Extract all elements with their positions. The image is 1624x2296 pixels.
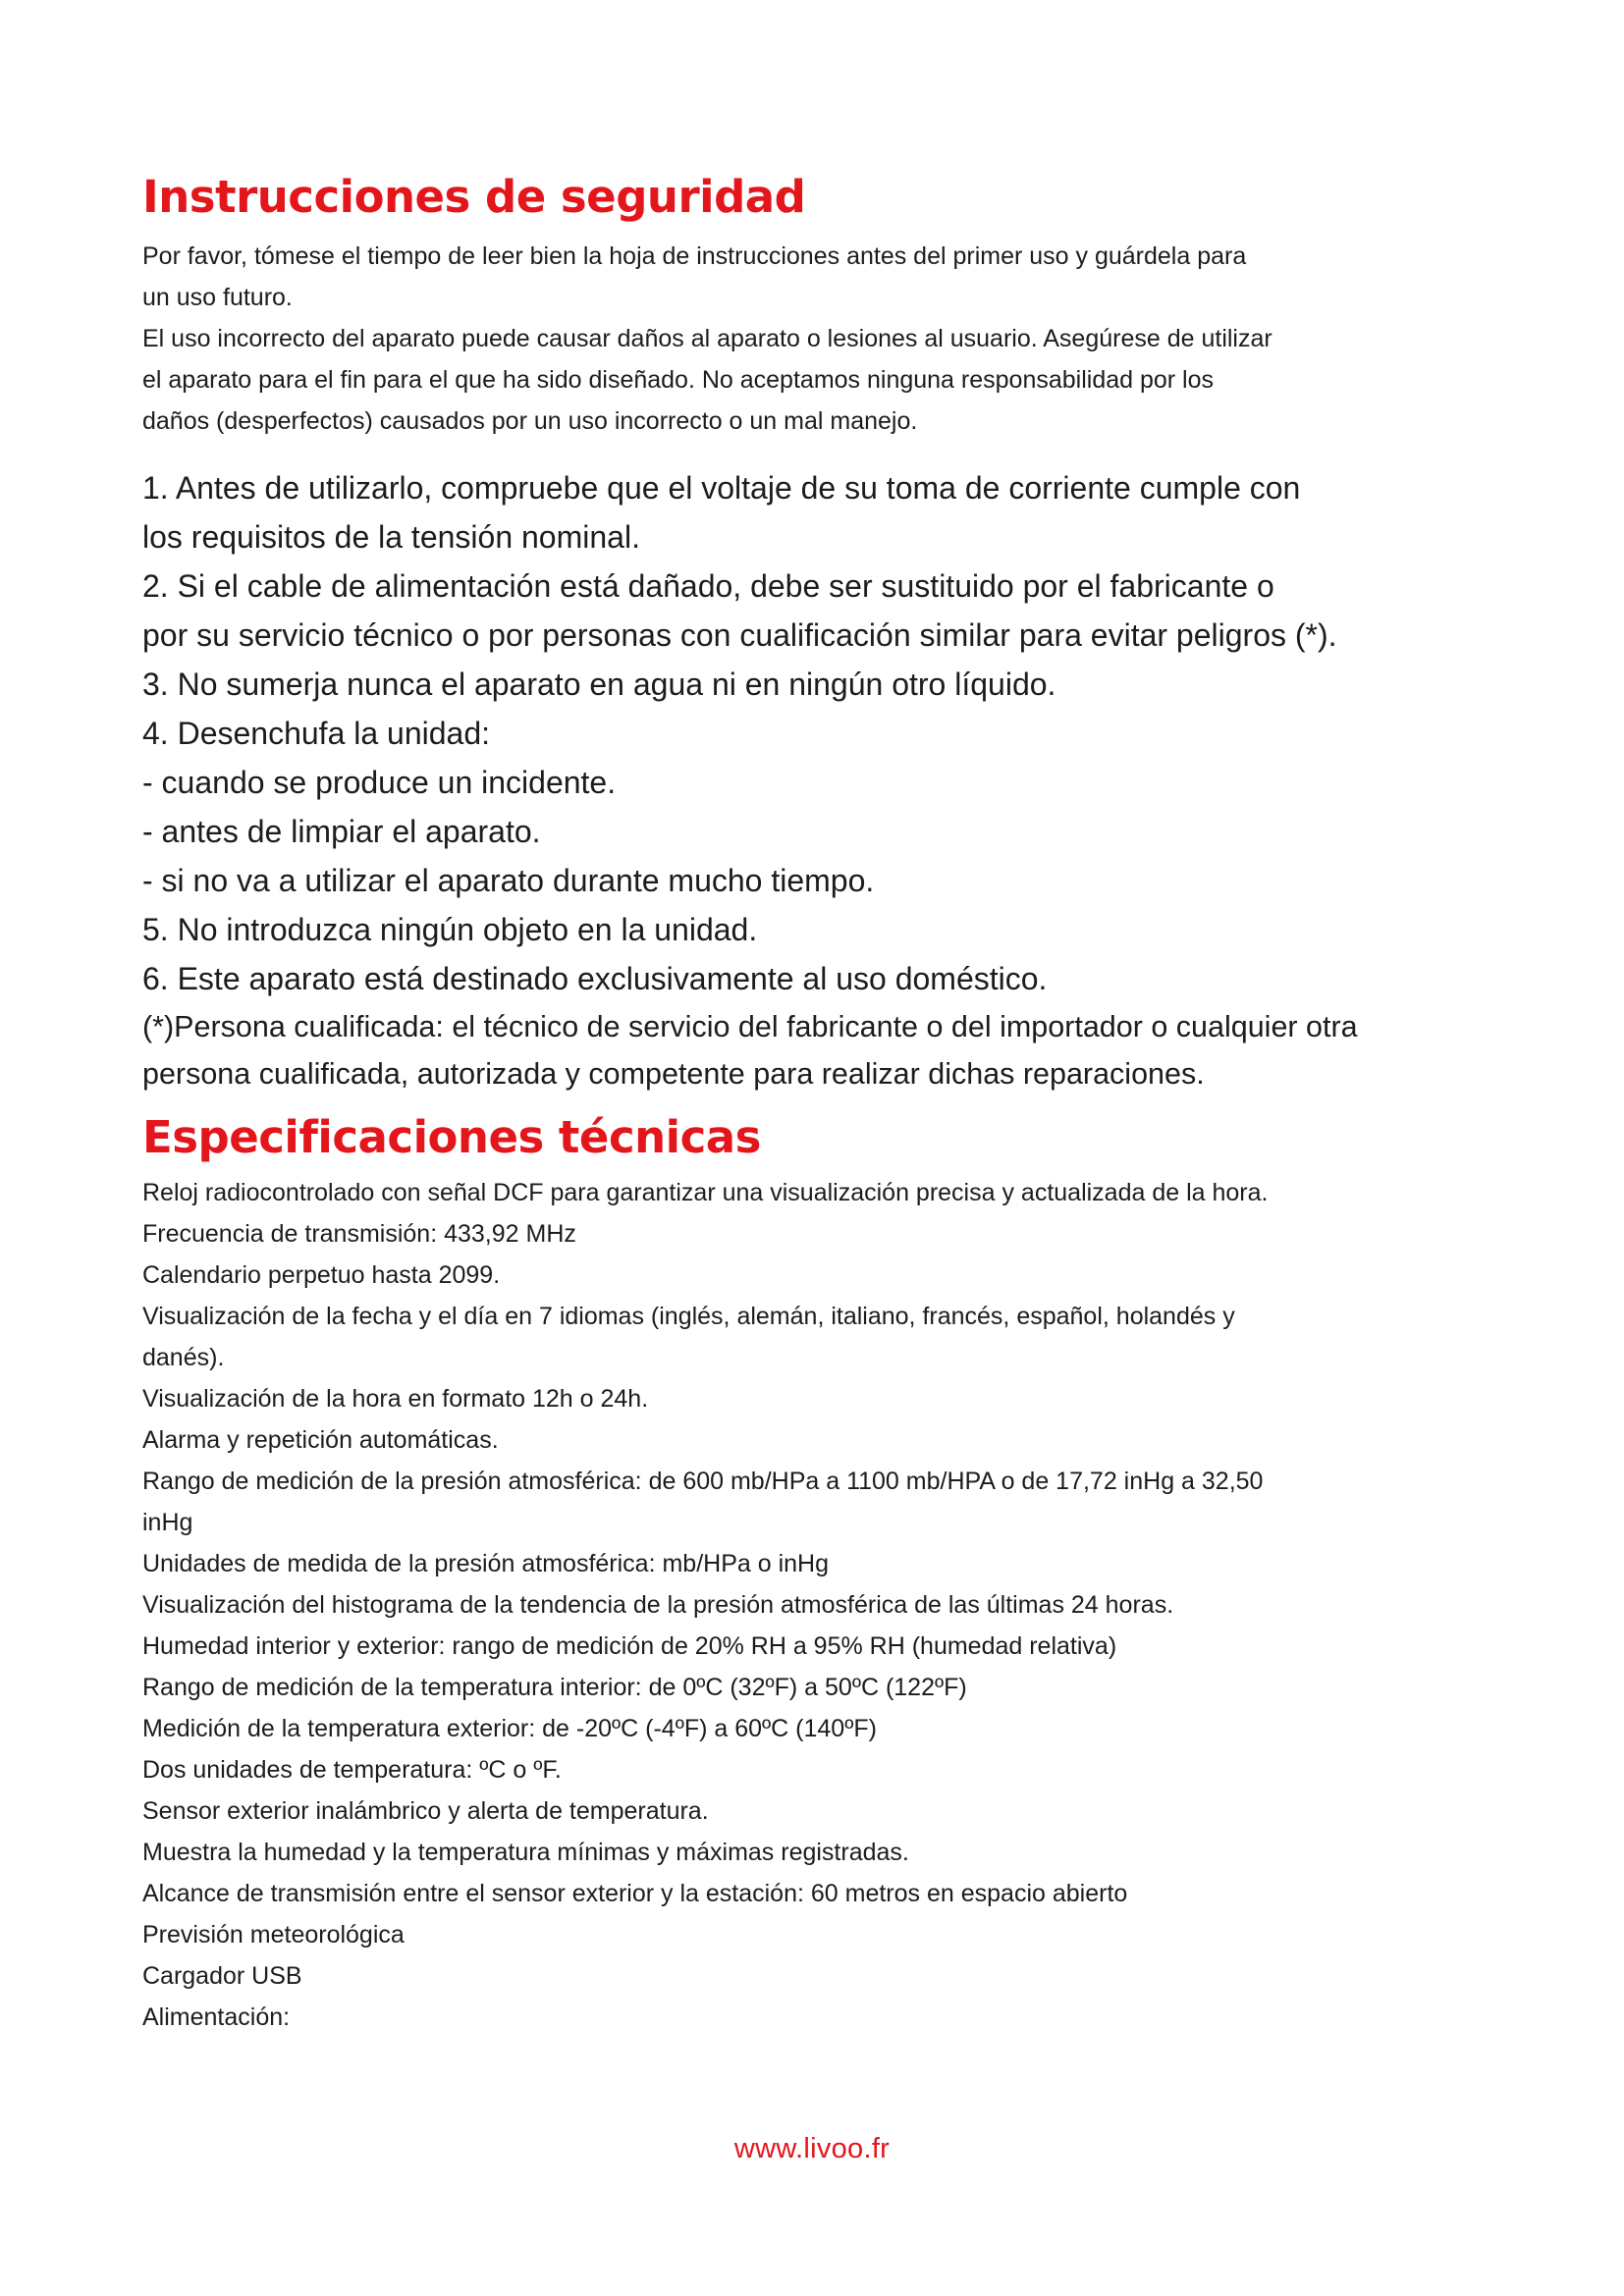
spec-line: Frecuencia de transmisión: 433,92 MHz [142, 1220, 576, 1248]
safety-item: los requisitos de la tensión nominal. [142, 519, 640, 555]
safety-item: 5. No introduzca ningún objeto en la unidad. [142, 912, 758, 947]
spec-line: Humedad interior y exterior: rango de medición de 20% RH a 95% RH (humedad relativa) [142, 1632, 1117, 1660]
spec-line: Calendario perpetuo hasta 2099. [142, 1261, 501, 1289]
spec-line: Alcance de transmisión entre el sensor exterior y la estación: 60 metros en espacio abierto [142, 1880, 1128, 1907]
safety-item: - si no va a utilizar el aparato durante mucho tiempo. [142, 863, 875, 898]
spec-line: Visualización de la hora en formato 12h o 24h. [142, 1385, 649, 1413]
qualified-person-note: (*)Persona cualificada: el técnico de servicio del fabricante o del importador o cualquier otra [142, 1010, 1358, 1043]
spec-line: Reloj radiocontrolado con señal DCF para garantizar una visualización precisa y actualizada de la hora. [142, 1179, 1269, 1206]
safety-intro [142, 236, 1497, 442]
intro-line: un uso futuro. [142, 284, 293, 311]
footer-url: www.livoo.fr [733, 2133, 891, 2164]
safety-item: 2. Si el cable de alimentación está dañado, debe ser sustituido por el fabricante o [142, 568, 1274, 604]
safety-item: 6. Este aparato está destinado exclusivamente al uso doméstico. [142, 961, 1048, 996]
spec-line: Visualización de la fecha y el día en 7 idiomas (inglés, alemán, italiano, francés, español, holandés y [142, 1303, 1235, 1330]
intro-line: daños (desperfectos) causados por un uso incorrecto o un mal manejo. [142, 407, 918, 435]
spec-line: Rango de medición de la presión atmosférica: de 600 mb/HPa a 1100 mb/HPA o de 17,72 inHg a 32,50 [142, 1468, 1264, 1495]
spec-line: Previsión meteorológica [142, 1921, 405, 1949]
spec-line: danés). [142, 1344, 225, 1371]
spec-line: Muestra la humedad y la temperatura mínimas y máximas registradas. [142, 1839, 909, 1866]
intro-line: Por favor, tómese el tiempo de leer bien la hoja de instrucciones antes del primer uso y guárdela para [142, 242, 1247, 270]
safety-list [142, 463, 1497, 1097]
qualified-person-note: persona cualificada, autorizada y competente para realizar dichas reparaciones. [142, 1057, 1205, 1091]
spec-line: Visualización del histograma de la tendencia de la presión atmosférica de las últimas 24 horas. [142, 1591, 1174, 1619]
safety-item: 3. No sumerja nunca el aparato en agua ni en ningún otro líquido. [142, 667, 1056, 702]
spec-line: Unidades de medida de la presión atmosférica: mb/HPa o inHg [142, 1550, 829, 1577]
spec-line: Sensor exterior inalámbrico y alerta de temperatura. [142, 1797, 709, 1825]
spec-line: inHg [142, 1509, 193, 1536]
spec-line: Dos unidades de temperatura: ºC o ºF. [142, 1756, 562, 1784]
intro-line: El uso incorrecto del aparato puede causar daños al aparato o lesiones al usuario. Asegúrese de utilizar [142, 325, 1272, 352]
spec-line: Alarma y repetición automáticas. [142, 1426, 499, 1454]
spec-line: Cargador USB [142, 1962, 302, 1990]
document-page [142, 167, 1497, 2038]
spec-line: Medición de la temperatura exterior: de -20ºC (-4ºF) a 60ºC (140ºF) [142, 1715, 877, 1742]
specs-title: Especificaciones técnicas [142, 1111, 761, 1163]
specs-list [142, 1172, 1497, 2038]
safety-item: 1. Antes de utilizarlo, compruebe que el voltaje de su toma de corriente cumple con [142, 470, 1301, 506]
safety-title: Instrucciones de seguridad [142, 171, 806, 223]
intro-line: el aparato para el fin para el que ha sido diseñado. No aceptamos ninguna responsabilidad por los [142, 366, 1215, 394]
safety-item: - antes de limpiar el aparato. [142, 814, 541, 849]
spec-line: Rango de medición de la temperatura interior: de 0ºC (32ºF) a 50ºC (122ºF) [142, 1674, 967, 1701]
safety-item: - cuando se produce un incidente. [142, 765, 617, 800]
spec-line: Alimentación: [142, 2003, 291, 2031]
safety-item: 4. Desenchufa la unidad: [142, 716, 491, 751]
safety-item: por su servicio técnico o por personas con cualificación similar para evitar peligros (*). [142, 617, 1337, 653]
